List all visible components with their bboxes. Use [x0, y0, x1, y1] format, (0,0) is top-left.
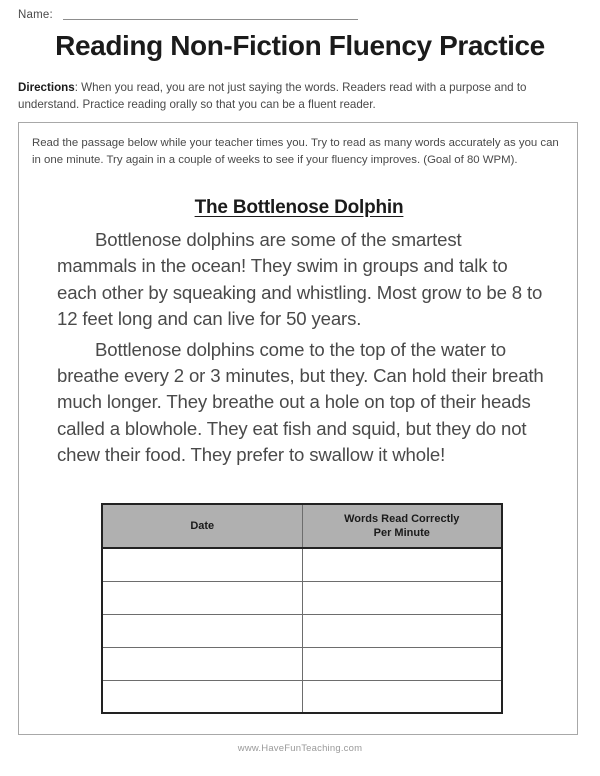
passage-paragraph: Bottlenose dolphins are some of the smartest mammals in the ocean! They swim in groups and talk to each other by squeaking and whistling. Most grow to be 8 to 12 feet long and can live for 50 years.: [57, 229, 543, 330]
cell-words-per-minute[interactable]: [302, 647, 502, 680]
column-header-wpm-line1: Words Read Correctly: [344, 512, 460, 525]
score-table-head: [102, 504, 502, 548]
footer-website: www.HaveFunTeaching.com: [237, 743, 363, 754]
name-write-in-line[interactable]: [63, 19, 358, 20]
column-header-date: [102, 504, 302, 548]
directions-text: When you read, you are not just saying the words. Readers read with a purpose and to understand. Practice reading orally so that you can be a fluent reader.: [18, 81, 527, 111]
passage-title: The Bottlenose Dolphin: [194, 197, 404, 218]
directions-label: Directions: [18, 81, 75, 94]
directions-separator: :: [74, 81, 82, 94]
cell-date[interactable]: [102, 647, 302, 680]
cell-date[interactable]: [102, 614, 302, 647]
table-row: [102, 647, 502, 680]
cell-date[interactable]: [102, 548, 302, 581]
directions-paragraph: [18, 80, 576, 114]
passage-paragraph: Bottlenose dolphins come to the top of the water to breathe every 2 or 3 minutes, but they. Can hold their breath much longer. They breathe out a hole on top of their heads called a blowhole. They eat fish and squid, but they do not chew their food. They prefer to swallow it whole!: [57, 338, 544, 466]
cell-date[interactable]: [102, 680, 302, 713]
column-header-words-read-correctly-per-minute: [302, 504, 502, 548]
passage-box: [18, 122, 578, 735]
name-field-row: [18, 9, 358, 22]
fluency-score-table: [101, 503, 503, 714]
table-row: [102, 614, 502, 647]
table-row: [102, 680, 502, 713]
table-row: [102, 581, 502, 614]
name-label: Name:: [18, 9, 53, 21]
cell-words-per-minute[interactable]: [302, 581, 502, 614]
page-title: Reading Non-Fiction Fluency Practice: [55, 30, 545, 61]
column-header-wpm-line2: Per Minute: [373, 527, 430, 539]
score-table-body: [102, 548, 502, 713]
passage-body: [57, 227, 545, 473]
cell-words-per-minute[interactable]: [302, 548, 502, 581]
score-table-header-row: [102, 504, 502, 548]
cell-date[interactable]: [102, 581, 302, 614]
cell-words-per-minute[interactable]: [302, 680, 502, 713]
column-header-date-line: Date: [190, 519, 215, 532]
table-row: [102, 548, 502, 581]
cell-words-per-minute[interactable]: [302, 614, 502, 647]
passage-instructions: Read the passage below while your teacher times you. Try to read as many words accurately as you can in one minute. Try again in a couple of weeks to see if your fluency improves. (Goal of 80 WPM).: [32, 137, 559, 167]
